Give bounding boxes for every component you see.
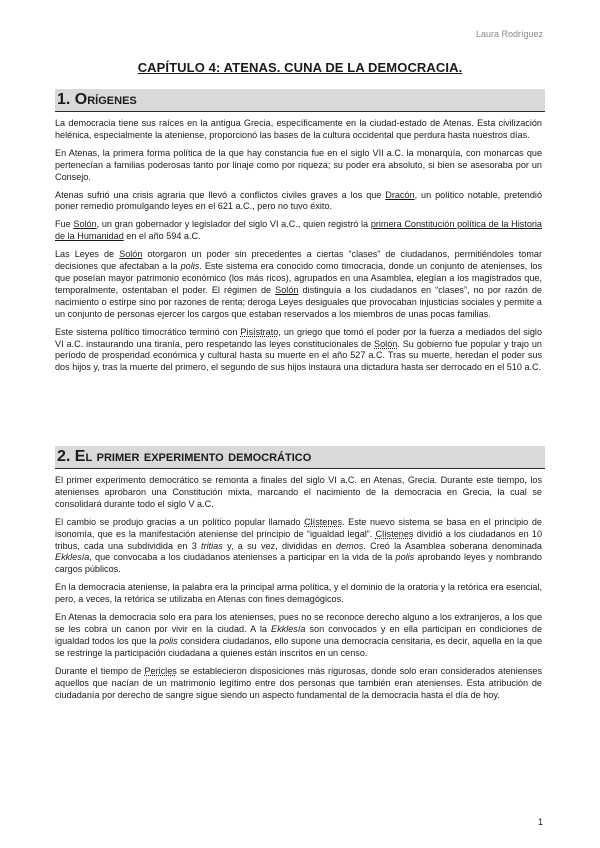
paragraph: Atenas sufrió una crisis agraria que llevó a conflictos civiles graves a los que Dracón, un político notable, pretendió poner remedio promulgando leyes en el 621 a.C., pero no tuvo éxito. xyxy=(55,189,543,212)
link-dracon[interactable]: Dracón xyxy=(385,189,415,200)
paragraph: Fue Solón, un gran gobernador y legislador del siglo VI a.C., quien registró la primera Constitución política de la Historia de la Humanidad en el año 594 a.C. xyxy=(55,219,542,242)
paragraph: Las Leyes de Solón otorgaron un poder sin precedentes a ciertas “clases” de ciudadanos, permitiéndoles tomar decisiones que afectaban a la polis. Este sistema era conocido como timocracia, donde un conjunto de atenienses, los que poseían mayor patrimonio económico (los más ricos), agrupados en una Asamblea, elegían a los magistrados que, temporalmente, ostentaban el poder. El régimen de Solón distinguía a los ciudadanos en “clases”, no por razón de nacimiento o estirpe sino por razones de renta; deroga Leyes desiguales que provocaban injusticias sociales y permite a un conjunto de personas ejercer los cargos que estaban reservados a los miembros de unas pocas familias. xyxy=(55,249,543,319)
page-number: 1 xyxy=(537,817,543,827)
paragraph: En Atenas, la primera forma política de la que hay constancia fue en el siglo VII a.C. la monarquía, con monarcas que pertenecían a familias poderosas tanto por linaje como por riqueza; su poder era absoluto, si bien se asesoraba por un Consejo. xyxy=(55,147,542,182)
link-pericles[interactable]: Pericles xyxy=(144,665,177,676)
link-solon[interactable]: Solón xyxy=(374,338,398,349)
section-number: 1. xyxy=(57,91,71,108)
paragraph: El cambio se produjo gracias a un político popular llamado Clístenes. Este nuevo sistema se basa en el principio de isonomía, que es la manifestación ateniense del principio de “igualdad legal”. Clístenes dividió a los ciudadanos en 10 tribus, cada una subdividida en 3 tritias y, a su vez, divididas en demos. Creó la Asamblea soberana denominada Ekklesía, que convocaba a los ciudadanos atenienses a participar en la vida de la polis aprobando leyes y nombrando cargos públicos. xyxy=(55,516,542,575)
paragraph: Este sistema político timocrático terminó con Pisístrato, un griego que tomó el poder por la fuerza a mediados del siglo VI a.C. instaurando una tiranía, pero respetando las leyes constitucionales de Solón. Su gobierno fue popular y trajo un período de prosperidad económica y cultural hasta su muerte en el año 527 a.C. Tras su muerte, heredan el poder sus dos hijos y, tras la muerte del primero, el segundo de sus hijos instaura una dictadura hasta ser derrocado en el 510 a.C. xyxy=(55,326,543,373)
link-solon[interactable]: Solón xyxy=(119,249,143,260)
link-clistenes[interactable]: Clístenes xyxy=(304,516,343,527)
chapter-title: CAPÍTULO 4: ATENAS. CUNA DE LA DEMOCRACIA. xyxy=(137,60,463,75)
link-solon[interactable]: Solón xyxy=(73,219,97,230)
section-number: 2. xyxy=(57,448,71,465)
section-origenes xyxy=(55,89,545,380)
link-clistenes[interactable]: Clístenes xyxy=(375,528,414,539)
paragraph: En la democracia ateniense, la palabra era la principal arma política, y el dominio de la oratoria y la retórica era esencial, pero, a veces, la retórica se utilizaba en Atenas con fines demagógicos. xyxy=(55,582,542,605)
section-heading-2 xyxy=(55,446,545,469)
section-title: El primer experimento democrático xyxy=(74,448,312,465)
author-name: Laura Rodríguez xyxy=(475,29,543,39)
paragraph: La democracia tiene sus raíces en la antigua Grecia, específicamente en la ciudad-estado de Atenas. Esta civilización helénica, especialmente la ateniense, proporcionó las bases de la cultura occidental que perdura hasta nuestros días. xyxy=(55,118,542,140)
section-primer-experimento xyxy=(55,446,545,707)
link-primera-constitucion[interactable]: primera Constitución política de la Historia de la Humanidad xyxy=(55,219,542,242)
paragraph: Durante el tiempo de Pericles se establecieron disposiciones más rigurosas, donde solo eran considerados atenienses aquellos que nacían de un matrimonio legítimo entre dos personas que también eran atenienses. Esta atribución de ciudadanía por derecho de sangre sigue siendo un aspecto fundamental de la democracia hasta el día de hoy. xyxy=(55,665,542,700)
link-pisistrato[interactable]: Pisístrato xyxy=(240,326,279,337)
section-title: Orígenes xyxy=(74,91,137,108)
link-solon[interactable]: Solón xyxy=(275,284,299,295)
paragraph: En Atenas la democracia solo era para los atenienses, pues no se reconoce derecho alguno a los extranjeros, a los que se les cobra un canon por vivir en la ciudad. A la Ekklesía son convocados y en ella participan en condiciones de igualdad todos los que la polis considera ciudadanos, ello supone una democracia censitaria, es decir, aquella en la que se restringe la participación ciudadana a quienes están inscritos en un censo. xyxy=(55,612,543,658)
paragraph: El primer experimento democrático se remonta a finales del siglo VI a.C. en Atenas, Grecia. Durante este tiempo, los atenienses aprobaron una Constitución mixta, marcando el nacimiento de la democracia en Grecia, la cual se consolidará durante todo el siglo V a.C. xyxy=(55,475,542,509)
section-heading-1 xyxy=(55,89,545,112)
